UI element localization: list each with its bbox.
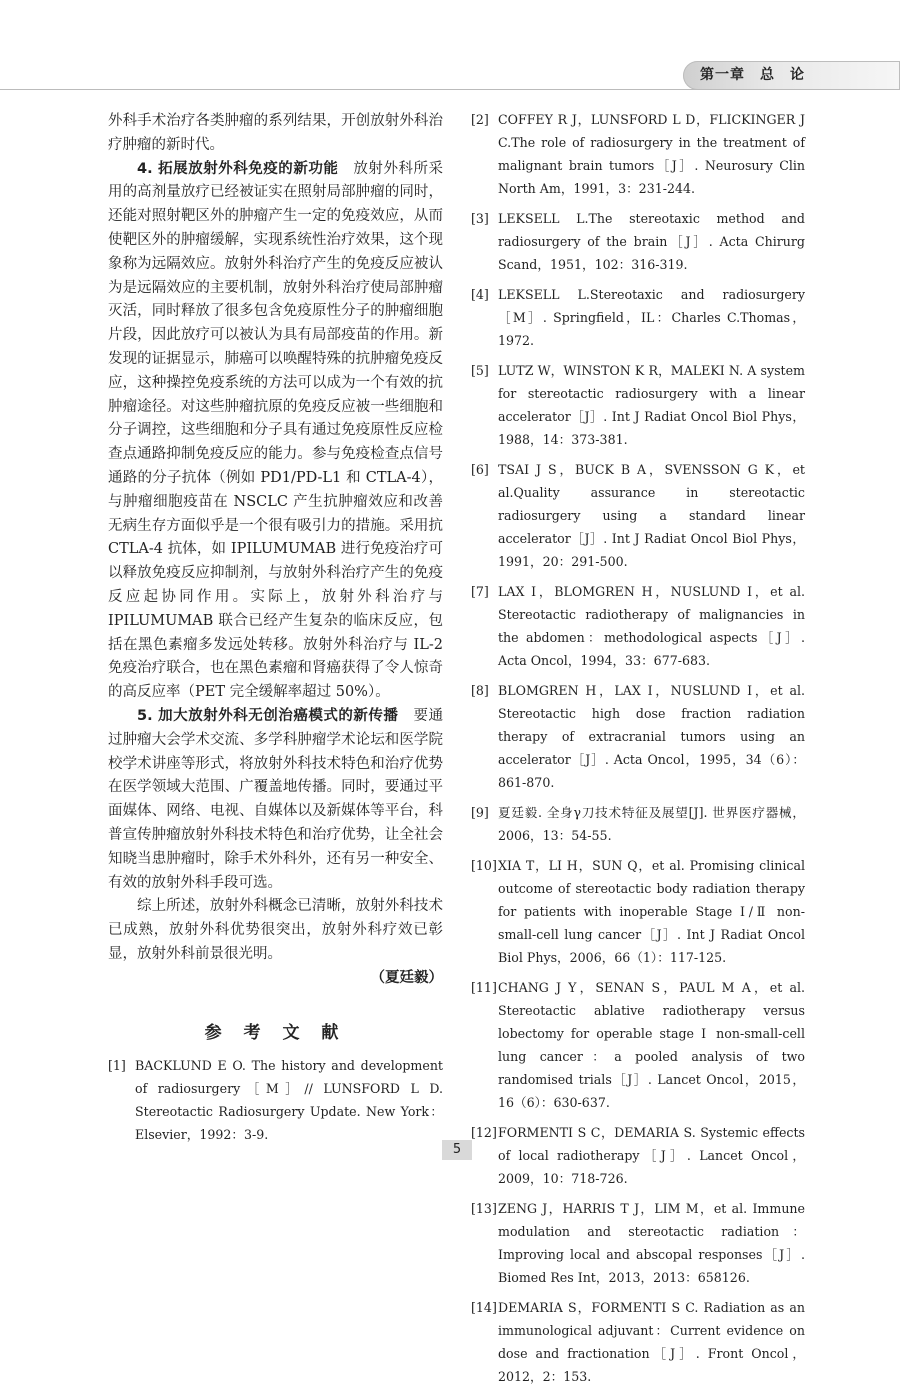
reference-number: [8] <box>471 683 489 698</box>
section-heading-4: 4. 拓展放射外科免疫的新功能 <box>137 160 339 177</box>
reference-number: [9] <box>471 805 489 820</box>
reference-text: FORMENTI S C，DEMARIA S. Systemic effects of local radiotherapy［J］. Lancet Oncol，2009，10：718-726. <box>498 1125 805 1186</box>
reference-item <box>108 1054 443 1146</box>
reference-number: [1] <box>108 1058 126 1073</box>
reference-number: [4] <box>471 287 489 302</box>
reference-text: CHANG J Y，SENAN S，PAUL M A，et al. Stereotactic ablative radiotherapy versus lobectomy for operable stage Ⅰ non-small-cell lung cancer：a pooled analysis of two randomised trials［J］. Lancet Oncol，2015，16（6）：630-637. <box>498 980 805 1110</box>
reference-number: [2] <box>471 112 489 127</box>
reference-item <box>471 207 805 276</box>
page-number: 5 <box>442 1140 472 1160</box>
reference-number: [12] <box>471 1125 497 1140</box>
reference-item <box>471 580 805 672</box>
reference-number: [7] <box>471 584 489 599</box>
reference-item <box>471 976 805 1114</box>
reference-number: [3] <box>471 211 489 226</box>
reference-text: TSAI J S，BUCK B A，SVENSSON G K，et al.Quality assurance in stereotactic radiosurgery using a standard linear accelerator［J］. Int J Radiat Oncol Biol Phys，1991，20：291-500. <box>498 462 805 569</box>
paragraph-2 <box>108 158 443 705</box>
reference-item <box>471 854 805 969</box>
reference-item <box>471 1121 805 1190</box>
reference-item <box>471 1197 805 1289</box>
section-heading-5: 5. 加大放射外科无创治癌模式的新传播 <box>137 707 399 724</box>
reference-number: [13] <box>471 1201 497 1216</box>
reference-text: XIA T，LI H，SUN Q，et al. Promising clinical outcome of stereotactic body radiation therapy for patients with inoperable Stage Ⅰ/Ⅱ non-small-cell lung cancer［J］. Int J Radiat Oncol Biol Phys，2006，66（1）：117-125. <box>498 858 805 965</box>
reference-item <box>471 359 805 451</box>
paragraph-3 <box>108 705 443 895</box>
references-right-column <box>471 108 805 1395</box>
chapter-header: 第一章 总 论 <box>700 67 805 83</box>
reference-number: [14] <box>471 1300 497 1315</box>
paragraph-4: 综上所述，放射外科概念已清晰，放射外科技术已成熟，放射外科优势很突出，放射外科疗效已彰显，放射外科前景很光明。 <box>108 898 443 962</box>
reference-item <box>471 679 805 794</box>
reference-number: [5] <box>471 363 489 378</box>
paragraph-2-text: 放射外科所采用的高剂量放疗已经被证实在照射局部肿瘤的同时，还能对照射靶区外的肿瘤产生一定的免疫效应，从而使靶区外的肿瘤缓解，实现系统性治疗效果，这个现象称为远隔效应。放射外科治疗产生的免疫反应被认为是远隔效应的主要机制，放射外科治疗使局部肿瘤灭活，同时释放了很多包含免疫原性分子的肿瘤细胞片段，因此放疗可以被认为具有局部疫苗的作用。新发现的证据显示，肺癌可以唤醒特殊的抗肿瘤免疫反应，这种操控免疫系统的方法可以成为一个有效的抗肿瘤途径。对这些肿瘤抗原的免疫反应被一些细胞和分子调控，这些细胞和分子具有通过免疫原性反应检查点通路抑制免疫反应的能力。参与免疫检查点信号通路的分子抗体（例如 PD1/PD-L1 和 CTLA-4），与肿瘤细胞疫苗在 NSCLC 产生抗肿瘤效应和改善无病生存方面似乎是一个很有吸引力的措施。采用抗 CTLA-4 抗体，如 IPILUMUMAB 进行免疫治疗可以释放免疫反应抑制剂，与放射外科治疗产生的免疫反应起协同作用。实际上，放射外科治疗与 IPILUMUMAB 联合已经产生复杂的临床反应，包括在黑色素瘤多发远处转移。放射外科治疗与 IL-2 免疫治疗联合，也在黑色素瘤和肾癌获得了令人惊奇的高反应率（PET 完全缓解率超过 50%）。 <box>108 160 443 701</box>
paragraph-3-text: 要通过肿瘤大会学术交流、多学科肿瘤学术论坛和医学院校学术讲座等形式，将放射外科技术特色和治疗优势在医学领域大范围、广覆盖地传播。同时，要通过平面媒体、网络、电视、自媒体以及新媒体等平台，科普宣传肿瘤放射外科技术特色和治疗优势，让全社会知晓当患肿瘤时，除手术外科外，还有另一种安全、有效的放射外科手段可选。 <box>108 707 443 891</box>
references-left-column <box>108 1054 443 1146</box>
reference-text: LAX I，BLOMGREN H，NUSLUND I，et al. Stereotactic radiotherapy of malignancies in the abdomen：methodological aspects［J］. Acta Oncol，1994，33：677-683. <box>498 584 805 668</box>
references-title: 参 考 文 献 <box>204 1023 347 1043</box>
header-divider <box>0 89 900 90</box>
reference-number: [6] <box>471 462 489 477</box>
reference-item <box>471 458 805 573</box>
reference-number: [11] <box>471 980 497 995</box>
reference-item <box>471 108 805 200</box>
body-text-column <box>108 110 443 990</box>
reference-text: LEKSELL L.The stereotaxic method and radiosurgery of the brain［J］. Acta Chirurg Scand，1951，102：316-319. <box>498 211 805 272</box>
reference-text: 夏廷毅. 全身γ刀技术特征及展望[J]. 世界医疗器械，2006，13：54-55. <box>498 805 805 843</box>
reference-number: [10] <box>471 858 497 873</box>
reference-text: COFFEY R J，LUNSFORD L D，FLICKINGER J C.The role of radiosurgery in the treatment of malignant brain tumors［J］. Neurosury Clin North Am，1991，3：231-244. <box>498 112 805 196</box>
reference-text: BLOMGREN H，LAX I，NUSLUND I，et al. Stereotactic high dose fraction radiation therapy of extracranial tumors using an accelerator［J］. Acta Oncol，1995，34（6）：861-870. <box>498 683 805 790</box>
reference-text: LEKSELL L.Stereotaxic and radiosurgery［M］. Springfield，IL：Charles C.Thomas，1972. <box>498 287 805 348</box>
reference-item <box>471 1296 805 1388</box>
reference-text: BACKLUND E O. The history and development of radiosurgery［M］// LUNSFORD L D. Stereotactic Radiosurgery Update. New York：Elsevier，1992：3-9. <box>135 1058 443 1142</box>
reference-item <box>471 283 805 352</box>
reference-text: LUTZ W，WINSTON K R，MALEKI N. A system for stereotactic radiosurgery with a linear accelerator［J］. Int J Radiat Oncol Biol Phys，1988，14：373-381. <box>498 363 805 447</box>
author-signature: （夏廷毅） <box>370 969 443 986</box>
paragraph-1: 外科手术治疗各类肿瘤的系列结果，开创放射外科治疗肿瘤的新时代。 <box>108 113 443 153</box>
reference-text: ZENG J，HARRIS T J，LIM M，et al. Immune modulation and stereotactic radiation：Improving local and abscopal responses［J］. Biomed Res Int，2013，2013：658126. <box>498 1201 805 1285</box>
reference-text: DEMARIA S，FORMENTI S C. Radiation as an immunological adjuvant：Current evidence on dose and fractionation［J］. Front Oncol，2012，2：153. <box>498 1300 805 1384</box>
reference-item <box>471 801 805 847</box>
